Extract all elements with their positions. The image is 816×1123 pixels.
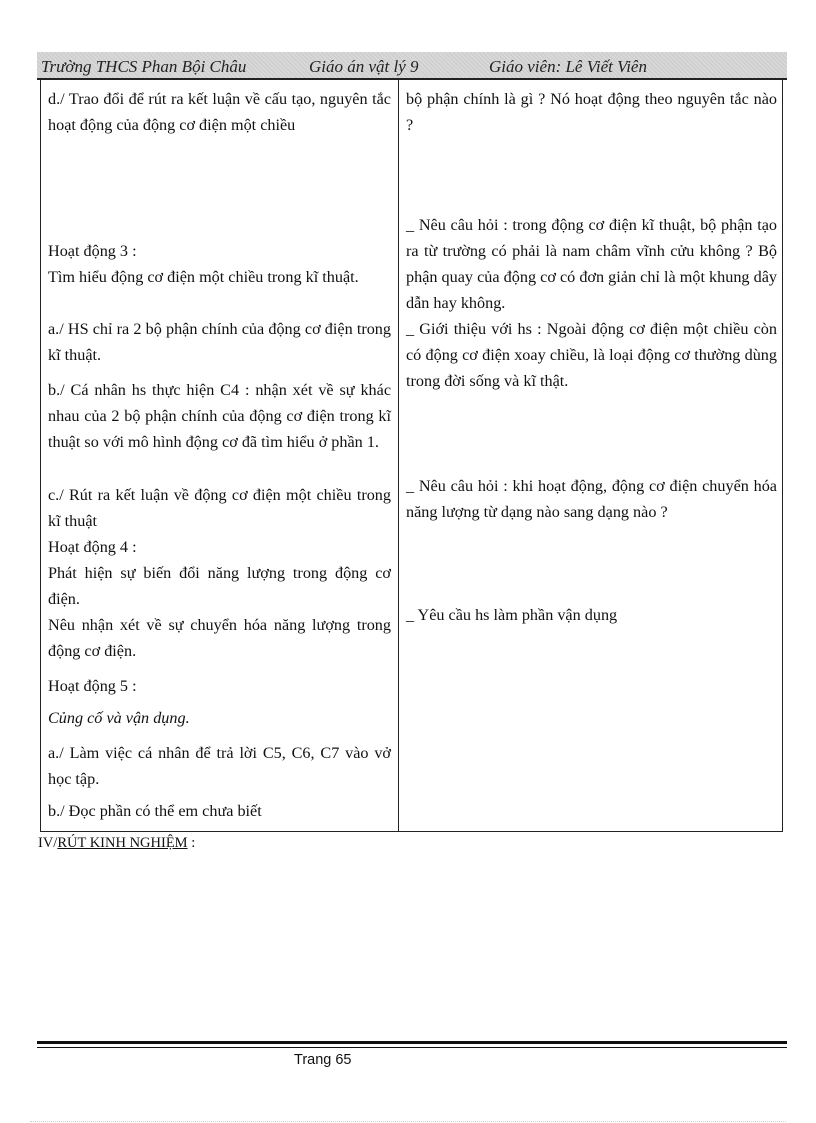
section-suffix: :: [187, 835, 196, 851]
left-activity-3-goal: Tìm hiểu động cơ điện một chiều trong kĩ thuật.: [48, 268, 359, 286]
left-activity-3-heading: Hoạt động 3 :: [48, 242, 137, 260]
header-teacher: Giáo viên: Lê Viết Viên: [489, 57, 647, 76]
left-para-d: d./ Trao đổi để rút ra kết luận về cấu tạo, nguyên tắc hoạt động của động cơ điện một chiều: [48, 90, 391, 134]
section-prefix: IV/: [38, 835, 58, 851]
left-item-c: c./ Rút ra kết luận về động cơ điện một chiều trong kĩ thuật: [48, 486, 391, 530]
left-activity-4-heading: Hoạt động 4 :: [48, 538, 137, 556]
header-lesson-plan: Giáo án vật lý 9: [309, 57, 419, 76]
left-item-b-2: b./ Đọc phần có thể em chưa biết: [48, 802, 262, 820]
column-divider: [398, 80, 399, 831]
section-title: RÚT KINH NGHIỆM: [57, 835, 188, 851]
header-school: Trường THCS Phan Bội Châu: [41, 57, 247, 76]
page-number: Trang 65: [294, 1052, 352, 1068]
left-activity-5-heading: Hoạt động 5 :: [48, 677, 137, 695]
lesson-table: [40, 80, 783, 832]
section-experience-label: [38, 835, 195, 852]
right-question-2: _ Nêu câu hỏi : trong động cơ điện kĩ thuật, bộ phận tạo ra từ trường có phải là nam châm vĩnh cửu không ? Bộ phận quay của động cơ có đơn giản chỉ là một khung dây dẫn hay không.: [406, 216, 777, 312]
left-activity-4-note: Nêu nhận xét về sự chuyển hóa năng lượng trong động cơ điện.: [48, 616, 391, 660]
footer-rule-thin: [37, 1047, 787, 1048]
right-question-3: _ Nêu câu hỏi : khi hoạt động, động cơ điện chuyển hóa năng lượng từ dạng nào sang dạng nào ?: [406, 477, 777, 521]
left-item-a: a./ HS chỉ ra 2 bộ phận chính của động cơ điện trong kĩ thuật.: [48, 320, 391, 364]
left-activity-5-goal: Củng cố và vận dụng.: [48, 709, 190, 727]
right-question-1: bộ phận chính là gì ? Nó hoạt động theo nguyên tắc nào ?: [406, 90, 777, 134]
left-activity-4-goal: Phát hiện sự biến đổi năng lượng trong động cơ điện.: [48, 564, 391, 608]
page-header: [37, 52, 787, 80]
left-item-a-2: a./ Làm việc cá nhân để trả lời C5, C6, C7 vào vở học tập.: [48, 744, 391, 788]
right-introduction: _ Giới thiệu với hs : Ngoài động cơ điện một chiều còn có động cơ điện xoay chiều, là loại động cơ thường dùng trong đời sống và kĩ thật.: [406, 320, 777, 390]
left-item-b: b./ Cá nhân hs thực hiện C4 : nhận xét về sự khác nhau của 2 bộ phận chính của động cơ điện trong kĩ thuật so với mô hình động cơ đã tìm hiểu ở phần 1.: [48, 381, 391, 451]
bottom-dotted-line: [30, 1121, 786, 1122]
right-request: _ Yêu cầu hs làm phần vận dụng: [406, 606, 618, 624]
footer-rule-thick: [37, 1041, 787, 1044]
